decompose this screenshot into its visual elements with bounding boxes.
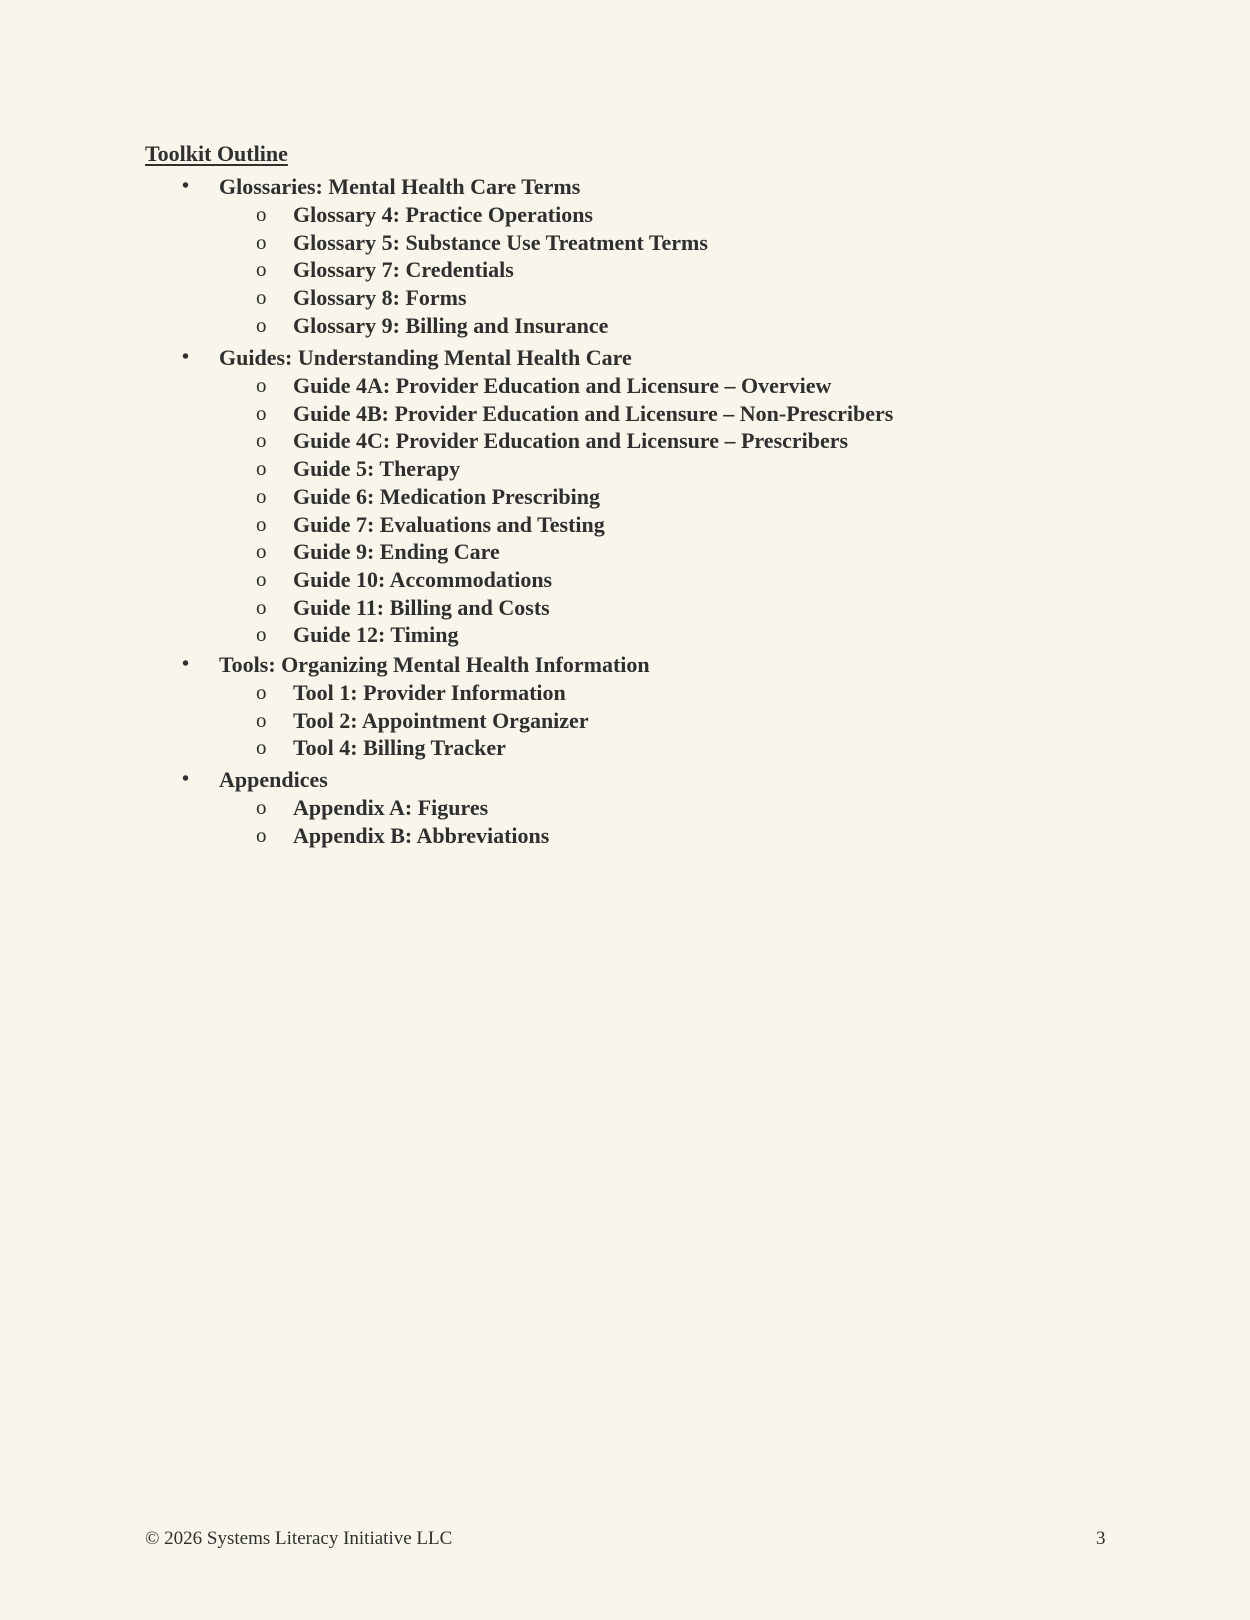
outline-item-label: Glossary 7: Credentials bbox=[293, 257, 514, 283]
outline-section bbox=[182, 767, 328, 792]
sub-bullet-marker: o bbox=[256, 735, 267, 760]
outline-item bbox=[256, 795, 489, 820]
outline-item bbox=[256, 285, 467, 311]
outline-item bbox=[256, 202, 593, 227]
outline-item-label: Guide 11: Billing and Costs bbox=[293, 594, 550, 620]
outline-item-label: Glossary 9: Billing and Insurance bbox=[293, 312, 609, 338]
bullet-marker: • bbox=[182, 768, 190, 790]
outline-item-label: Guide 4B: Provider Education and Licensure – Non-Prescribers bbox=[293, 400, 894, 426]
footer-copyright: © 2026 Systems Literacy Initiative LLC bbox=[145, 1528, 453, 1549]
outline-item-label: Tool 4: Billing Tracker bbox=[293, 735, 506, 761]
outline-section-label: Glossaries: Mental Health Care Terms bbox=[219, 174, 581, 199]
outline-item bbox=[256, 707, 589, 733]
outline-section-label: Tools: Organizing Mental Health Information bbox=[219, 652, 650, 677]
outline-item bbox=[256, 312, 609, 338]
outline-item bbox=[256, 428, 849, 454]
outline-section-label: Appendices bbox=[219, 767, 328, 792]
outline-item-label: Guide 12: Timing bbox=[293, 622, 459, 648]
sub-bullet-marker: o bbox=[256, 822, 267, 847]
outline-item bbox=[256, 511, 605, 537]
bullet-marker: • bbox=[182, 175, 190, 197]
sub-bullet-marker: o bbox=[256, 795, 267, 819]
sub-bullet-marker: o bbox=[256, 285, 267, 310]
outline-item bbox=[256, 373, 832, 398]
sub-bullet-marker: o bbox=[256, 312, 267, 337]
outline-item-label: Guide 7: Evaluations and Testing bbox=[293, 511, 605, 537]
bullet-marker: • bbox=[182, 653, 190, 675]
outline-item bbox=[256, 822, 550, 848]
outline-item bbox=[256, 257, 514, 283]
outline-section bbox=[182, 345, 632, 370]
outline-item-label: Glossary 4: Practice Operations bbox=[293, 202, 593, 227]
outline-section-label: Guides: Understanding Mental Health Care bbox=[219, 345, 632, 370]
sub-bullet-marker: o bbox=[256, 483, 267, 508]
outline-item bbox=[256, 680, 566, 705]
outline-item bbox=[256, 594, 550, 620]
outline-item-label: Guide 9: Ending Care bbox=[293, 539, 500, 565]
sub-bullet-marker: o bbox=[256, 373, 267, 397]
sub-bullet-marker: o bbox=[256, 539, 267, 564]
outline-item-label: Guide 5: Therapy bbox=[293, 456, 461, 482]
sub-bullet-marker: o bbox=[256, 202, 267, 226]
sub-bullet-marker: o bbox=[256, 428, 267, 453]
outline-item-label: Glossary 5: Substance Use Treatment Terms bbox=[293, 229, 708, 255]
page-number: 3 bbox=[1096, 1528, 1106, 1549]
outline-item bbox=[256, 229, 708, 255]
outline-item bbox=[256, 735, 506, 761]
outline-item-label: Glossary 8: Forms bbox=[293, 285, 467, 311]
sub-bullet-marker: o bbox=[256, 622, 267, 647]
outline-item bbox=[256, 566, 553, 592]
outline-item-label: Appendix A: Figures bbox=[293, 795, 489, 820]
sub-bullet-marker: o bbox=[256, 229, 267, 254]
outline-section bbox=[182, 652, 650, 677]
outline-item bbox=[256, 483, 600, 509]
sub-bullet-marker: o bbox=[256, 456, 267, 481]
sub-bullet-marker: o bbox=[256, 594, 267, 619]
sub-bullet-marker: o bbox=[256, 400, 267, 425]
outline-item bbox=[256, 400, 894, 426]
outline-item-label: Tool 1: Provider Information bbox=[293, 680, 566, 705]
outline-item bbox=[256, 622, 459, 648]
sub-bullet-marker: o bbox=[256, 566, 267, 591]
sub-bullet-marker: o bbox=[256, 680, 267, 704]
bullet-marker: • bbox=[182, 346, 190, 368]
page-title: Toolkit Outline bbox=[145, 141, 288, 166]
outline-item-label: Guide 4A: Provider Education and Licensure – Overview bbox=[293, 373, 832, 398]
sub-bullet-marker: o bbox=[256, 257, 267, 282]
outline-item-label: Guide 10: Accommodations bbox=[293, 566, 553, 592]
outline-item bbox=[256, 539, 500, 565]
outline-item-label: Guide 4C: Provider Education and Licensure – Prescribers bbox=[293, 428, 849, 454]
outline-section bbox=[182, 174, 581, 199]
sub-bullet-marker: o bbox=[256, 707, 267, 732]
sub-bullet-marker: o bbox=[256, 511, 267, 536]
outline-item-label: Guide 6: Medication Prescribing bbox=[293, 483, 600, 509]
outline-item-label: Tool 2: Appointment Organizer bbox=[293, 707, 589, 733]
outline-item-label: Appendix B: Abbreviations bbox=[293, 822, 550, 848]
outline-item bbox=[256, 456, 461, 482]
